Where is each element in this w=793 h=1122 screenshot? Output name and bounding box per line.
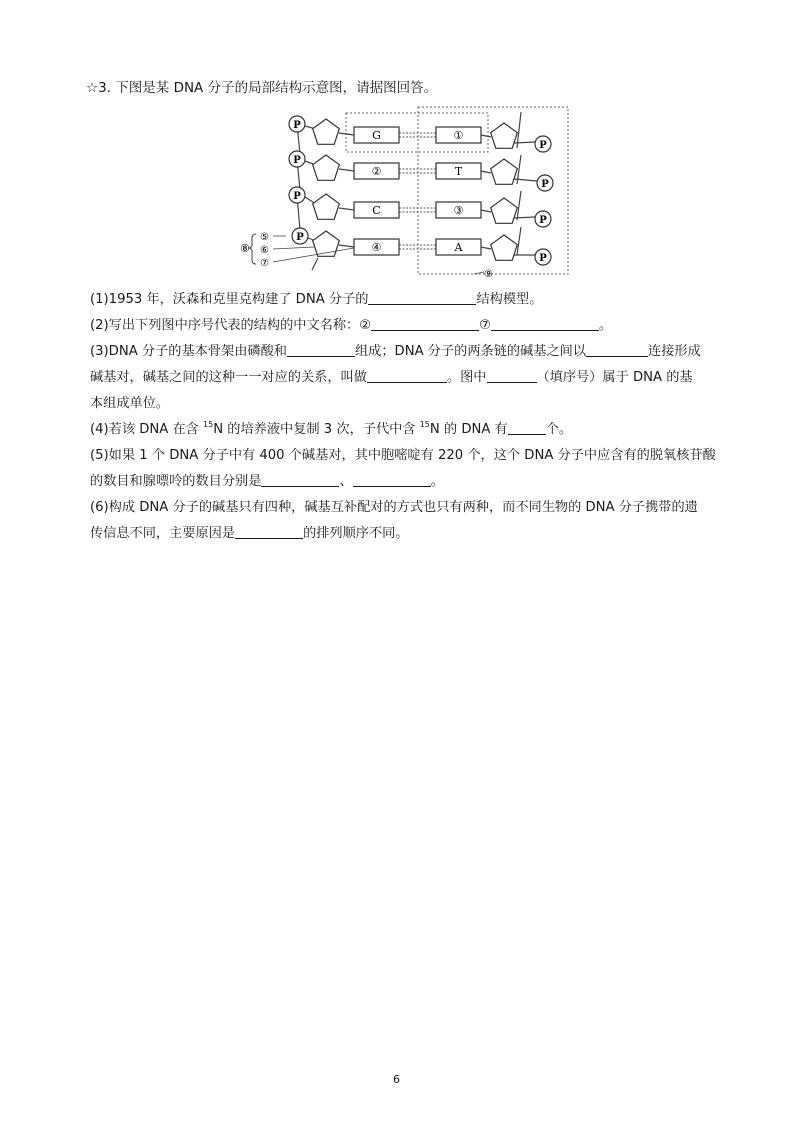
phosphate-left-3-label: P [296, 232, 304, 243]
q3-text-e: 。图中 [446, 370, 487, 385]
q5-text-b: 的数目和腺嘌呤的数目分别是 [90, 474, 262, 489]
q2-marker-7: ⑦ [479, 318, 491, 333]
label-5: ⑤ [260, 232, 269, 243]
phosphate-right-0-label: P [539, 140, 547, 151]
q2-text-end: 。 [598, 318, 613, 333]
base-right-label-1: T [454, 165, 463, 178]
base-left-label-1: ② [371, 165, 382, 178]
q6-text-a: (6)构成 DNA 分子的碱基只有四种，碱基互补配对的方式也只有两种，而不同生物的 DNA 分子携带的遗 [90, 500, 698, 515]
deoxyribose-left-1 [313, 155, 340, 180]
q3-answer-blank-4[interactable] [487, 368, 537, 383]
q5-separator: 、 [339, 474, 353, 489]
q1-text-end: 结构模型。 [476, 292, 543, 307]
q2-answer-blank-2[interactable] [491, 316, 599, 331]
q4-isotope-superscript-1: 15 [203, 420, 214, 429]
q3-text-a: (3)DNA 分子的基本骨架由磷酸和 [90, 344, 287, 359]
glycosidic-right-0 [481, 135, 491, 137]
q5-answer-blank-2[interactable] [353, 472, 431, 487]
q5-answer-blank-1[interactable] [261, 472, 339, 487]
glycosidic-right-1 [481, 171, 491, 173]
question-title: ☆3. 下图是某 DNA 分子的局部结构示意图，请据图回答。 [86, 80, 438, 96]
q1-text: (1)1953 年，沃森和克里克构建了 DNA 分子的 [90, 292, 369, 307]
phosphate-left-0-label: P [293, 120, 301, 131]
base-left-label-0: G [372, 129, 381, 142]
deoxyribose-right-1 [491, 159, 518, 184]
q3-answer-blank-2[interactable] [586, 342, 648, 357]
question-5 [90, 443, 730, 495]
q2-text: (2)写出下列图中序号代表的结构的中文名称： [90, 318, 360, 333]
q3-text-b: 组成；DNA 分子的两条链的碱基之间以 [354, 344, 587, 359]
glycosidic-right-2 [481, 210, 491, 212]
q5-text-a: (5)如果 1 个 DNA 分子中有 400 个碱基对，其中胞嘧啶有 220 个，这个 DNA 分子中应含有的脱氧核苷酸 [90, 448, 716, 463]
base-left-label-2: C [372, 204, 381, 217]
q4-text-a: (4)若该 DNA 在含 [90, 422, 204, 437]
label-7: ⑦ [260, 258, 269, 269]
q6-answer-blank[interactable] [235, 524, 303, 539]
question-6 [90, 495, 730, 547]
label-9: ⑨ [484, 269, 493, 280]
glycosidic-left-3 [339, 245, 354, 247]
q1-answer-blank[interactable] [368, 290, 476, 305]
dna-structure-diagram [234, 102, 574, 280]
base-left-label-3: ④ [371, 241, 382, 254]
q4-text-d: 个。 [545, 422, 573, 437]
base-right-label-0: ① [453, 129, 464, 142]
q5-text-end: 。 [430, 474, 444, 489]
glycosidic-left-2 [339, 208, 354, 210]
phosphate-right-3-label: P [539, 253, 547, 264]
base-right-label-2: ③ [453, 204, 464, 217]
deoxyribose-left-0 [313, 119, 340, 144]
question-4 [90, 417, 730, 443]
q3-text-c: 连接形成 [648, 344, 701, 359]
deoxyribose-left-2 [313, 194, 340, 219]
page-number: 6 [393, 1073, 400, 1086]
q3-text-g: 本组成单位。 [90, 396, 170, 411]
q6-text-c: 的排列顺序不同。 [303, 526, 409, 541]
question-1 [90, 287, 730, 313]
q2-answer-blank-1[interactable] [371, 316, 479, 331]
q4-isotope-superscript-2: 15 [419, 420, 430, 429]
q4-text-c: N 的 DNA 有 [429, 422, 508, 437]
question-3 [90, 339, 730, 417]
glycosidic-right-3 [481, 247, 491, 249]
glycosidic-left-1 [339, 169, 354, 171]
q3-answer-blank-1[interactable] [287, 342, 355, 357]
q6-text-b: 传信息不同，主要原因是 [90, 526, 236, 541]
q3-answer-blank-3[interactable] [367, 368, 447, 383]
q2-marker-2: ② [359, 318, 372, 333]
group-label-8: ⑧ [240, 242, 250, 255]
q4-answer-blank[interactable] [508, 420, 546, 435]
phosphate-left-2-label: P [293, 191, 301, 202]
base-right-label-3: A [454, 241, 463, 254]
deoxyribose-right-2 [491, 198, 518, 223]
q4-text-b: N 的培养液中复制 3 次，子代中含 [213, 422, 420, 437]
phosphate-left-1-label: P [293, 155, 301, 166]
q3-text-f: （填序号）属于 DNA 的基 [536, 370, 693, 385]
question-2 [90, 313, 730, 339]
q3-text-d: 碱基对，碱基之间的这种一一对应的关系，叫做 [90, 370, 367, 385]
label-6: ⑥ [260, 245, 269, 256]
phosphate-right-1-label: P [541, 179, 549, 190]
deoxyribose-right-3 [491, 235, 518, 260]
backbone-tail-left [312, 258, 318, 270]
deoxyribose-right-0 [491, 123, 518, 148]
phosphate-right-2-label: P [539, 215, 547, 226]
